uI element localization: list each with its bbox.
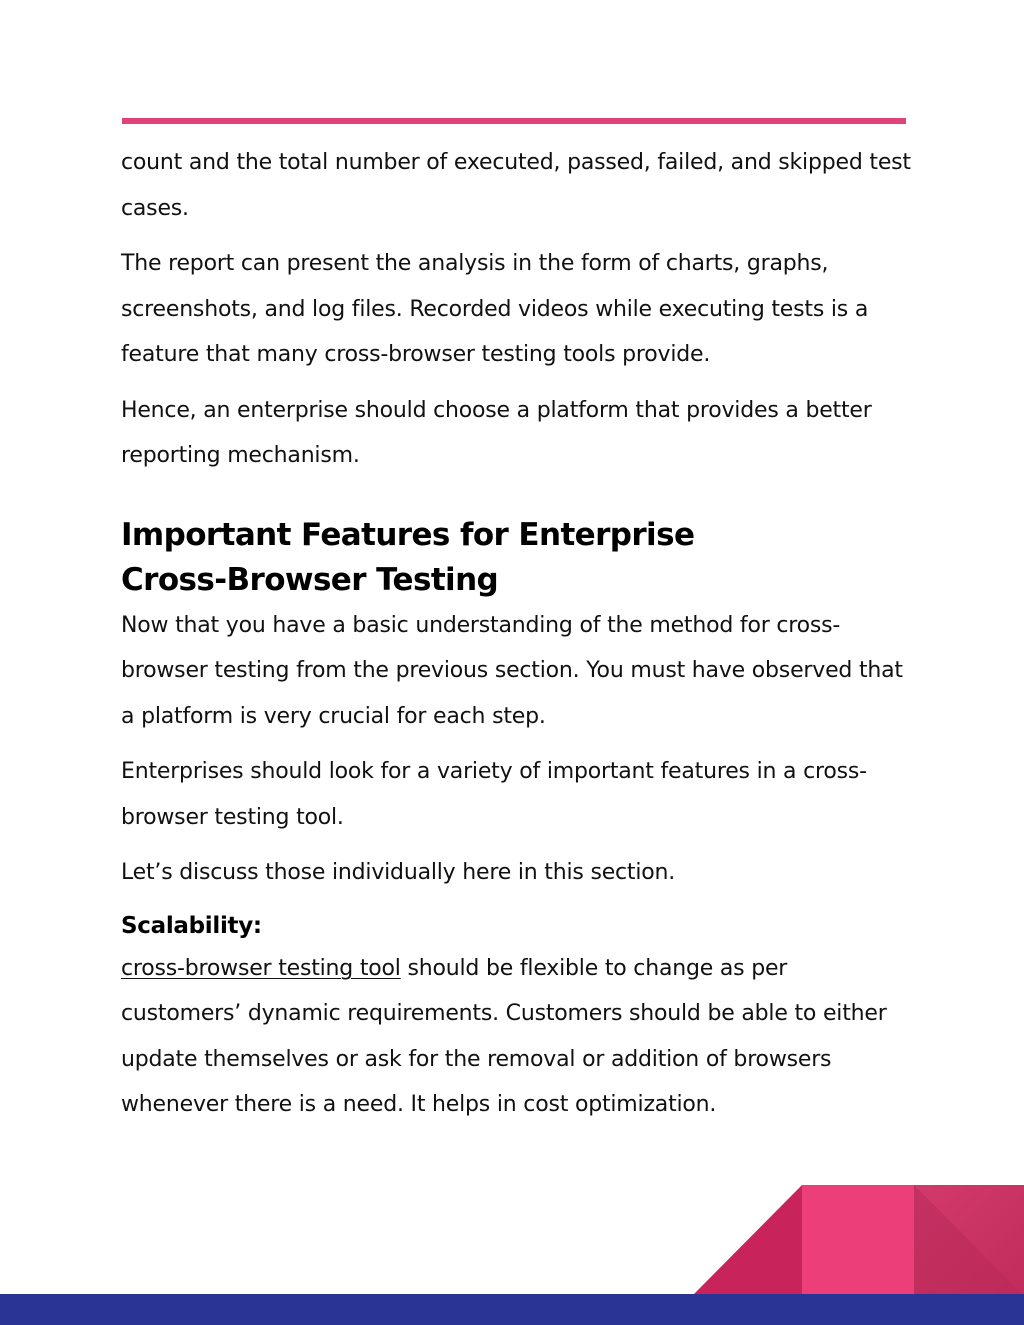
top-accent-rule bbox=[122, 118, 906, 124]
paragraph-features: Enterprises should look for a variety of important features in a cross-browser testing tool. bbox=[121, 759, 867, 830]
footer-decoration bbox=[0, 1180, 1024, 1325]
paragraph-scalability bbox=[121, 946, 911, 1128]
section-heading-line2: Cross-Browser Testing bbox=[121, 561, 499, 598]
footer-block-middle bbox=[802, 1185, 914, 1296]
scalability-body-text: should be flexible to change as per customers’ dynamic requirements. Customers should be able to either update themselves or ask for the removal or addition of browsers whenever there is a need. It helps in cost optimization. bbox=[121, 955, 887, 1117]
paragraph-discuss: Let’s discuss those individually here in this section. bbox=[121, 860, 676, 885]
page-content bbox=[121, 140, 911, 1138]
section-heading bbox=[121, 513, 911, 603]
footer-navy-bar bbox=[0, 1294, 1024, 1325]
cross-browser-testing-tool-link[interactable]: cross-browser testing tool bbox=[121, 955, 401, 981]
section-heading-line1: Important Features for Enterprise bbox=[121, 516, 695, 553]
paragraph-reporting-mechanism: Hence, an enterprise should choose a platform that provides a better reporting mechanism. bbox=[121, 397, 872, 468]
paragraph-report-formats: The report can present the analysis in the form of charts, graphs, screenshots, and log files. Recorded videos while executing tests is a feature that many cross-browser testing tools provide. bbox=[121, 251, 869, 367]
paragraph-test-counts: count and the total number of executed, passed, failed, and skipped test cases. bbox=[121, 150, 911, 221]
paragraph-intro: Now that you have a basic understanding of the method for cross-browser testing from the previous section. You must have observed that a platform is very crucial for each step. bbox=[121, 612, 903, 729]
scalability-heading: Scalability: bbox=[121, 912, 262, 939]
footer-triangle-left bbox=[692, 1185, 802, 1296]
